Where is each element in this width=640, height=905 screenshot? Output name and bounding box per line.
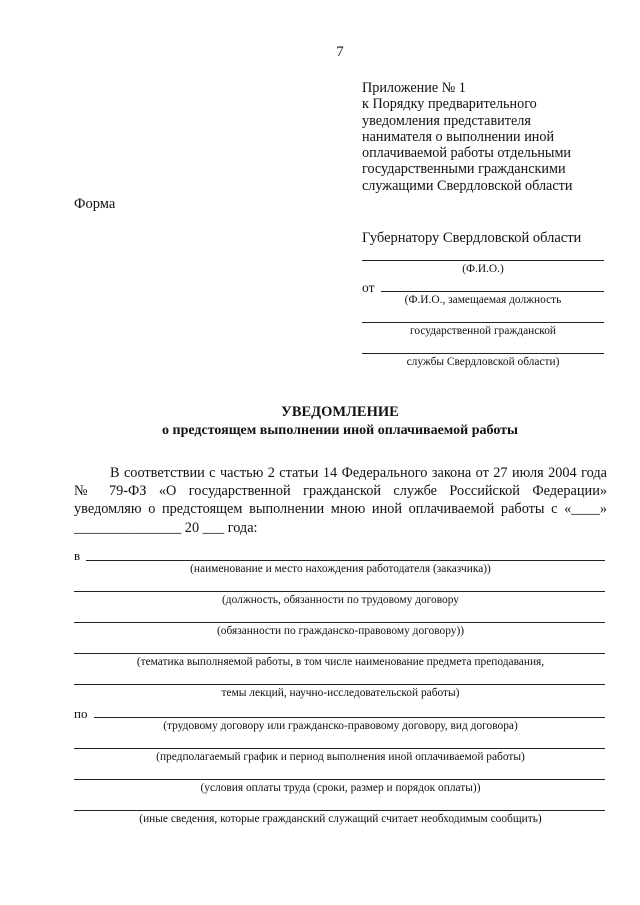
appendix-line: служащими Свердловской области bbox=[362, 177, 573, 194]
contract-prefix: по bbox=[74, 706, 88, 721]
appendix-block bbox=[362, 80, 572, 194]
civil-caption: (обязанности по гражданско-правовому договору)) bbox=[216, 625, 465, 637]
lectures-caption: темы лекций, научно-исследовательской работы) bbox=[221, 687, 460, 699]
employer-prefix: в bbox=[74, 548, 81, 563]
payment-caption: (условия оплаты труда (сроки, размер и порядок оплаты)) bbox=[200, 782, 481, 794]
payment-line[interactable] bbox=[74, 779, 605, 780]
appendix-line: нанимателя о выполнении иной bbox=[362, 128, 555, 145]
topic-caption: (тематика выполняемой работы, в том числе наименование предмета преподавания, bbox=[136, 656, 545, 668]
position-line[interactable] bbox=[74, 591, 605, 592]
from-caption-2: государственной гражданской bbox=[409, 325, 557, 337]
appendix-line: Приложение № 1 bbox=[362, 80, 466, 96]
from-caption-1: (Ф.И.О., замещаемая должность bbox=[404, 294, 562, 306]
body-paragraph bbox=[74, 464, 607, 537]
fio-blank-line bbox=[362, 260, 604, 261]
civil-line[interactable] bbox=[74, 622, 605, 623]
appendix-line: к Порядку предварительного bbox=[362, 96, 537, 113]
employer-caption: (наименование и место нахождения работодателя (заказчика)) bbox=[190, 563, 491, 575]
contract-line[interactable] bbox=[94, 717, 605, 718]
other-line[interactable] bbox=[74, 810, 605, 811]
other-caption: (иные сведения, которые гражданский служащий считает необходимым сообщить) bbox=[139, 813, 542, 825]
document-title: УВЕДОМЛЕНИЕ bbox=[281, 404, 399, 420]
from-caption-3: службы Свердловской области) bbox=[406, 356, 560, 368]
from-blank-line bbox=[381, 291, 604, 292]
from-blank-line-2 bbox=[362, 322, 604, 323]
from-prefix: от bbox=[362, 280, 375, 295]
topic-line[interactable] bbox=[74, 653, 605, 654]
page-number: 7 bbox=[336, 44, 344, 60]
appendix-line: оплачиваемой работы отдельными bbox=[362, 145, 572, 162]
lectures-line[interactable] bbox=[74, 684, 605, 685]
document-subtitle: о предстоящем выполнении иной оплачиваемой работы bbox=[162, 423, 518, 438]
position-caption: (должность, обязанности по трудовому договору bbox=[222, 594, 459, 606]
fio-caption: (Ф.И.О.) bbox=[462, 263, 504, 275]
appendix-line: государственными гражданскими bbox=[362, 161, 566, 178]
employer-line[interactable] bbox=[86, 560, 605, 561]
schedule-caption: (предполагаемый график и период выполнения иной оплачиваемой работы) bbox=[156, 751, 525, 763]
form-label: Форма bbox=[74, 196, 116, 212]
body-text: В соответствии с частью 2 статьи 14 Федерального закона от 27 июля 2004 года № 79-ФЗ «О государственной гражданской службе Российской Федерации» уведомляю о предстоящем выполнении мною иной оплачиваемой работы с «____» _______________ 20 ___ года: bbox=[74, 465, 607, 536]
from-blank-line-3 bbox=[362, 353, 604, 354]
addressee-to: Губернатору Свердловской области bbox=[362, 230, 582, 246]
contract-caption: (трудовому договору или гражданско-правовому договору, вид договора) bbox=[163, 720, 518, 732]
appendix-line: уведомления представителя bbox=[362, 112, 531, 129]
schedule-line[interactable] bbox=[74, 748, 605, 749]
